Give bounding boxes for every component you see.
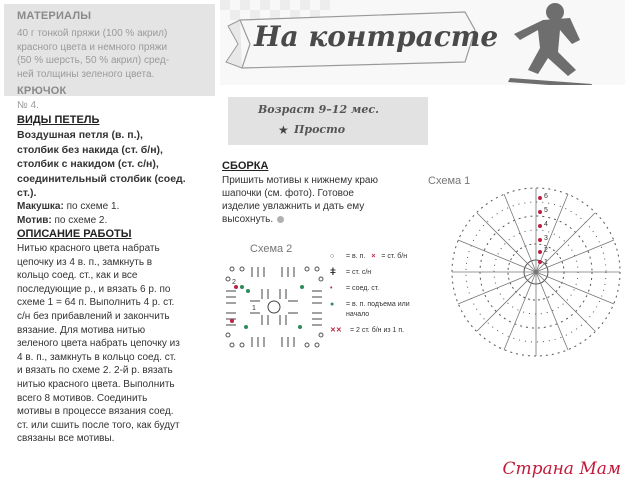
scheme2-stitches bbox=[226, 267, 323, 347]
legend-item bbox=[330, 300, 430, 320]
scheme1-row-label: 6 bbox=[544, 193, 548, 200]
legend-label: = ст. б/н bbox=[381, 253, 408, 260]
description-line: с/н без прибавлений и закончить bbox=[17, 310, 170, 322]
description-line: Нитью красного цвета набрать bbox=[17, 243, 160, 254]
description-line: нитью красного цвета. Выполнить bbox=[17, 378, 175, 390]
assembly-line: изделие увлажнить и дать ему bbox=[222, 201, 365, 212]
scheme1-row-label: 3 bbox=[544, 235, 548, 242]
info-box bbox=[228, 97, 428, 145]
stitch-line: столбик с накидом (ст. с/н), bbox=[17, 158, 159, 170]
legend-item bbox=[330, 284, 430, 294]
age-text: Возраст 9–12 мес. bbox=[258, 103, 379, 116]
description-line: всего 8 мотивов. Соединить bbox=[17, 392, 148, 404]
description-line: и вязать по схеме 2. 2-й р. вязать bbox=[17, 365, 173, 377]
materials-line: 40 г тонкой пряжи (100 % акрил) bbox=[17, 28, 168, 39]
description-line: кольцо соед. ст., как и все bbox=[17, 270, 138, 282]
materials-line: ней толщины зеленого цвета. bbox=[17, 68, 155, 80]
description-line: ст. или сшить после того, как будут bbox=[17, 419, 180, 431]
materials-line: (50 % шерсть, 50 % акрил) сред- bbox=[17, 55, 170, 66]
description-heading: ОПИСАНИЕ РАБОТЫ bbox=[17, 228, 132, 240]
motif-label: Мотив: bbox=[17, 215, 52, 226]
description-line: связаны все мотивы. bbox=[17, 433, 115, 445]
increase-icon: ✕✕ bbox=[330, 327, 342, 334]
legend-label: = 2 ст. б/н из 1 п. bbox=[350, 327, 405, 334]
scheme1-diagram bbox=[440, 180, 625, 360]
scheme1-title: Схема 1 bbox=[428, 175, 471, 187]
title-banner bbox=[220, 0, 625, 85]
hook-value: № 4. bbox=[17, 100, 39, 111]
motif-value: по схеме 2. bbox=[54, 215, 108, 226]
assembly-heading: СБОРКА bbox=[222, 160, 269, 172]
assembly-line: высохнуть. bbox=[222, 214, 274, 225]
scheme1-row-label: 1 bbox=[544, 259, 548, 266]
bullet-icon bbox=[277, 216, 284, 223]
legend-item bbox=[330, 326, 430, 336]
legend-label: = в. п. bbox=[346, 253, 366, 260]
sc-icon: × bbox=[371, 253, 376, 260]
scheme-1 bbox=[428, 170, 625, 360]
description-line: последующие р., и вязать 6 р. по bbox=[17, 283, 171, 295]
assembly-text bbox=[222, 174, 418, 226]
scheme2-green-dots bbox=[240, 285, 304, 329]
scheme2-title: Схема 2 bbox=[250, 243, 293, 255]
description-line: схеме 1 = 64 п. Выполнить 4 р. ст. bbox=[17, 297, 175, 309]
scheme1-row-label: 2 bbox=[544, 247, 548, 254]
star-icon: ★ bbox=[278, 123, 289, 137]
description-line: 4 в. п., замкнуть в кольцо соед. ст. bbox=[17, 351, 177, 363]
motif-line bbox=[17, 214, 107, 227]
scheme2-row-label: 2 bbox=[232, 279, 236, 286]
chain-icon: ○ bbox=[330, 253, 335, 260]
description-line: мотивы в процессе вязания соед. bbox=[17, 406, 174, 418]
scheme2-row-label: 1 bbox=[252, 305, 256, 312]
difficulty-text: Просто bbox=[294, 123, 346, 136]
assembly-line: Пришить мотивы к нижнему краю bbox=[222, 175, 378, 186]
slip-stitch-icon: • bbox=[330, 285, 333, 292]
turning-chain-icon: ● bbox=[330, 301, 335, 308]
scheme1-red-marks bbox=[538, 196, 542, 264]
assembly-section bbox=[222, 160, 418, 226]
left-column bbox=[0, 0, 215, 483]
description-line: зеленого цвета набрать цепочку из bbox=[17, 338, 180, 350]
top-label: Макушка: bbox=[17, 201, 64, 212]
top-value: по схеме 1. bbox=[66, 201, 120, 212]
stitch-line: Воздушная петля (в. п.), bbox=[17, 129, 143, 141]
stitches-list bbox=[17, 128, 213, 201]
assembly-last-row bbox=[222, 213, 418, 226]
description-line: цепочку из 4 в. п., замкнуть в bbox=[17, 256, 153, 268]
hook-heading: КРЮЧОК bbox=[17, 85, 67, 97]
legend-item bbox=[330, 268, 430, 278]
legend-label: = в. п. подъема или начало bbox=[346, 301, 410, 318]
scheme2-diagram bbox=[222, 261, 327, 353]
scheme1-row-label: 4 bbox=[544, 221, 548, 228]
materials-heading: МАТЕРИАЛЫ bbox=[17, 10, 92, 22]
legend bbox=[330, 252, 430, 336]
legend-item bbox=[330, 252, 430, 262]
description-text bbox=[17, 242, 207, 446]
legend-label: = ст. с/н bbox=[346, 269, 372, 276]
legend-label: = соед. ст. bbox=[346, 285, 380, 292]
stitch-line: соединительный столбик (соед. bbox=[17, 172, 186, 185]
scheme1-spokes bbox=[452, 188, 620, 356]
stitch-line: столбик без накида (ст. б/н), bbox=[17, 143, 163, 156]
banner-title: На контрасте bbox=[254, 20, 499, 53]
scheme1-row-label: 5 bbox=[544, 207, 548, 214]
materials-line: красного цвета и немного пряжи bbox=[17, 41, 168, 53]
watermark: Страна Мам bbox=[502, 459, 621, 479]
description-line: вязание. Для мотива нитью bbox=[17, 324, 146, 336]
top-line bbox=[17, 200, 119, 213]
dc-icon: ǂ bbox=[330, 267, 336, 278]
stitch-line: ст.). bbox=[17, 187, 37, 199]
materials-text bbox=[17, 27, 215, 81]
assembly-line: шапочки (см. фото). Готовое bbox=[222, 188, 354, 199]
stitches-heading: ВИДЫ ПЕТЕЛЬ bbox=[17, 114, 100, 126]
scheme-2 bbox=[222, 243, 327, 353]
